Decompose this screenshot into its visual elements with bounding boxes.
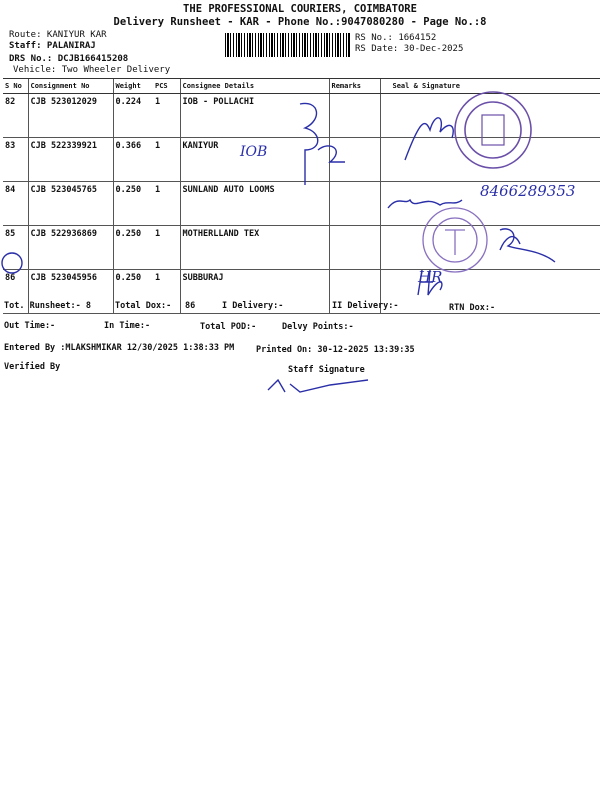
signature-scribble-84: [388, 200, 462, 208]
row-consignee: IOB - POLLACHI: [180, 94, 329, 138]
bank-seal-stamp: [455, 92, 531, 168]
route-label: Route: KANIYUR KAR: [9, 30, 107, 40]
handwritten-iob-note: IOB: [240, 144, 268, 160]
row-sno: 83: [3, 138, 28, 182]
company-stamp: [423, 208, 487, 272]
col-consignment: Consignment No: [28, 79, 113, 94]
signature-scribble-85: [500, 229, 555, 262]
col-weight: Weight: [113, 79, 153, 94]
handwritten-phone-note: 8466289353: [480, 182, 576, 200]
row-weight: 0.250: [113, 182, 153, 226]
row-pcs: 1: [153, 226, 180, 270]
row-weight: 0.366: [113, 138, 153, 182]
staff-signature-scribble: [268, 380, 368, 392]
handwritten-hr-mark: HR: [418, 268, 443, 286]
row-pcs: 1: [153, 138, 180, 182]
verified-by: Verified By: [4, 362, 61, 372]
staff-label: Staff: PALANIRAJ: [9, 41, 96, 51]
document-title: THE PROFESSIONAL COURIERS, COIMBATORE: [183, 3, 417, 15]
row-pcs: 1: [153, 94, 180, 138]
row-consignment: CJB 523045956: [28, 270, 113, 314]
col-sno: S No: [3, 79, 28, 94]
entered-by: Entered By :MLAKSHMIKAR 12/30/2025 1:38:33 PM: [4, 343, 235, 353]
row-sno: 86: [3, 270, 28, 314]
row-consignment: CJB 523045765: [28, 182, 113, 226]
row-consignment: CJB 523012029: [28, 94, 113, 138]
out-time: Out Time:-: [4, 321, 56, 331]
col-consignee: Consignee Details: [180, 79, 329, 94]
row-consignment: CJB 522936869: [28, 226, 113, 270]
printed-on: Printed On: 30-12-2025 13:39:35: [256, 345, 415, 355]
row-pcs: 1: [153, 270, 180, 314]
rs-number: RS No.: 1664152: [355, 33, 437, 43]
total-dox-value: 86: [185, 301, 196, 311]
row-consignee: MOTHERLLAND TEX: [180, 226, 329, 270]
rtn-dox: RTN Dox:-: [449, 303, 496, 313]
in-time: In Time:-: [104, 321, 151, 331]
signature-scribble-82: [405, 118, 453, 160]
remarks-bracket-mark: [300, 103, 318, 185]
tot-runsheet: Tot. Runsheet:- 8: [4, 301, 91, 311]
row-sno: 82: [3, 94, 28, 138]
sno-circle-mark: [2, 253, 22, 273]
row-consignee: SUBBURAJ: [180, 270, 329, 314]
remarks-number-mark: [318, 146, 345, 162]
row-consignee: KANIYUR: [180, 138, 329, 182]
rs-date: RS Date: 30-Dec-2025: [355, 44, 464, 54]
row-sno: 85: [3, 226, 28, 270]
col-seal-signature: Seal & Signature: [380, 79, 600, 94]
total-pod: Total POD:-: [200, 322, 257, 332]
row-weight: 0.250: [113, 226, 153, 270]
staff-signature-label: Staff Signature: [288, 365, 365, 375]
row-weight: 0.224: [113, 94, 153, 138]
col-remarks: Remarks: [329, 79, 380, 94]
i-delivery: I Delivery:-: [222, 301, 284, 311]
total-dox-label: Total Dox:-: [115, 301, 172, 311]
row-consignment: CJB 522339921: [28, 138, 113, 182]
row-weight: 0.250: [113, 270, 153, 314]
row-pcs: 1: [153, 182, 180, 226]
col-pcs: PCS: [153, 79, 180, 94]
vehicle-label: Vehicle: Two Wheeler Delivery: [13, 65, 171, 75]
row-consignee: SUNLAND AUTO LOOMS: [180, 182, 329, 226]
ii-delivery: II Delivery:-: [332, 301, 399, 311]
document-subtitle: Delivery Runsheet - KAR - Phone No.:9047080280 - Page No.:8: [113, 16, 487, 28]
drs-number: DRS No.: DCJB166415208: [9, 54, 129, 64]
row-sno: 84: [3, 182, 28, 226]
delvy-points: Delvy Points:-: [282, 322, 354, 332]
